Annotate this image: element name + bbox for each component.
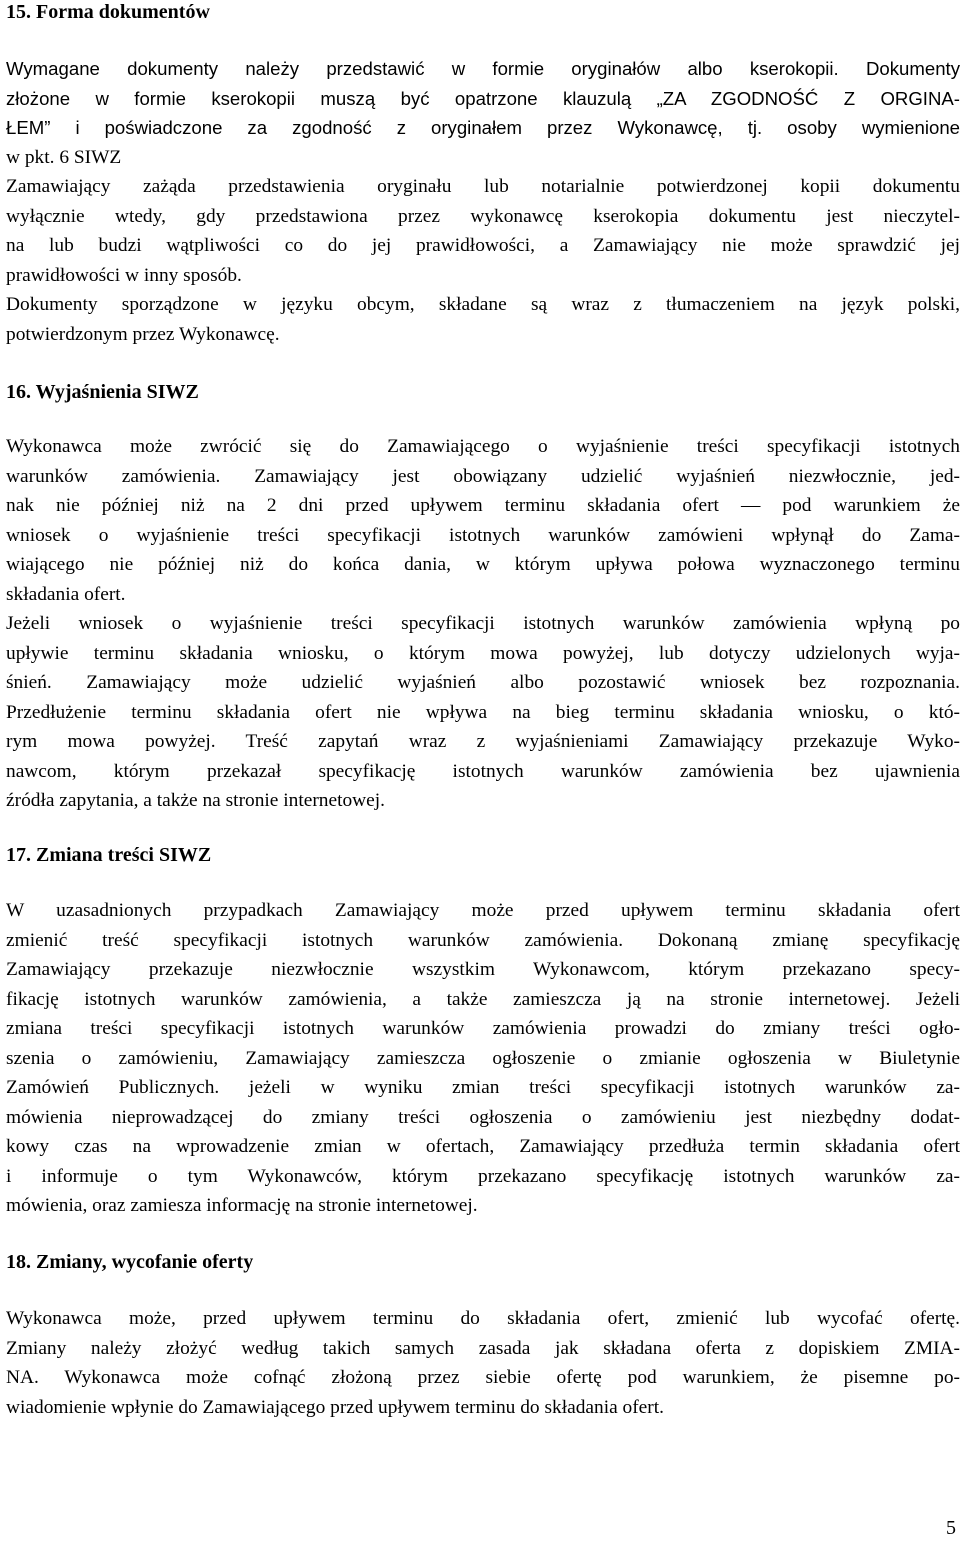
section-17-line: mówienia, oraz zamiesza informację na stronie internetowej. xyxy=(6,1195,478,1216)
section-15-line: Zamawiający zażąda przedstawienia oryginału lub notarialnie potwierdzonej kopii dokumentu xyxy=(6,176,960,197)
section-18-line: NA. Wykonawca może cofnąć złożoną przez siebie ofertę pod warunkiem, że pisemne po- xyxy=(6,1367,960,1388)
section-16-body xyxy=(6,432,960,816)
section-16-line: Wykonawca może zwrócić się do Zamawiającego o wyjaśnienie treści specyfikacji istotnych xyxy=(6,436,960,457)
section-17-line: zmiana treści specyfikacji istotnych warunków zamówienia prowadzi do zmiany treści ogło- xyxy=(6,1018,960,1039)
section-15-line: ŁEM” i poświadczone za zgodność z oryginałem przez Wykonawcę, tj. osoby wymienione xyxy=(6,117,960,138)
section-15-line: prawidłowości w inny sposób. xyxy=(6,264,242,286)
section-15-line: wyłącznie wtedy, gdy przedstawiona przez wykonawcę kserokopia dokumentu jest nieczytel- xyxy=(6,205,960,227)
section-18-line: wiadomienie wpłynie do Zamawiającego przed upływem terminu do składania ofert. xyxy=(6,1396,664,1418)
section-15-line: złożone w formie kserokopii muszą być opatrzone klauzulą „ZA ZGODNOŚĆ Z ORGINA- xyxy=(6,87,960,109)
section-17-line: fikację istotnych warunków zamówienia, a także zamieszcza ją na stronie internetowej. Jeżeli xyxy=(6,988,960,1010)
section-16-line: nak nie później niż na 2 dni przed upływem terminu składania ofert — pod warunkiem że xyxy=(6,495,960,516)
section-16-line: warunków zamówienia. Zamawiający jest obowiązany udzielić wyjaśnień niezwłocznie, jed- xyxy=(6,465,960,487)
section-18-heading: 18. Zmiany, wycofanie oferty xyxy=(6,1251,254,1273)
section-17-line: i informuje o tym Wykonawców, którym przekazano specyfikację istotnych warunków za- xyxy=(6,1165,960,1187)
section-15-line: w pkt. 6 SIWZ xyxy=(6,146,122,168)
section-16-line: śnień. Zamawiający może udzielić wyjaśnień albo pozostawić wniosek bez rozpoznania. xyxy=(6,672,960,693)
section-16-line: źródła zapytania, a także na stronie internetowej. xyxy=(6,790,386,811)
section-18-line: Wykonawca może, przed upływem terminu do składania ofert, zmienić lub wycofać ofertę. xyxy=(6,1308,960,1329)
section-15-line: Wymagane dokumenty należy przedstawić w formie oryginałów albo kserokopii. Dokumenty xyxy=(6,58,960,79)
section-16-line: upływie terminu składania wniosku, o którym mowa powyżej, lub dotyczy udzielonych wyja- xyxy=(6,642,960,664)
section-15-line: potwierdzonym przez Wykonawcę. xyxy=(6,323,280,345)
section-16-line: Jeżeli wniosek o wyjaśnienie treści specyfikacji istotnych warunków zamówienia wpłyną po xyxy=(6,613,960,634)
section-17-line: W uzasadnionych przypadkach Zamawiający może przed upływem terminu składania ofert xyxy=(6,900,960,921)
section-17-body xyxy=(6,896,960,1221)
section-16-line: Przedłużenie terminu składania ofert nie wpływa na bieg terminu składania wniosku, o któ- xyxy=(6,701,960,723)
section-16-line: wiającego nie później niż do końca dania, w którym upływa połowa wyznaczonego terminu xyxy=(6,554,960,575)
section-18-body xyxy=(6,1304,960,1422)
page-number: 5 xyxy=(946,1517,956,1539)
section-15-heading: 15. Forma dokumentów xyxy=(6,1,210,23)
section-15-body xyxy=(6,54,960,349)
section-15-line: na lub budzi wątpliwości co do jej prawidłowości, a Zamawiający nie może sprawdzić jej xyxy=(6,235,960,256)
section-16-line: wniosek o wyjaśnienie treści specyfikacji istotnych warunków zamówieni wpłynął do Zama- xyxy=(6,524,960,546)
section-17-line: kowy czas na wprowadzenie zmian w ofertach, Zamawiający przedłuża termin składania ofert xyxy=(6,1136,960,1157)
section-17-heading: 17. Zmiana treści SIWZ xyxy=(6,844,212,866)
section-16-heading: 16. Wyjaśnienia SIWZ xyxy=(6,381,199,403)
section-16-line: nawcom, którym przekazał specyfikację istotnych warunków zamówienia bez ujawnienia xyxy=(6,760,960,782)
section-17-line: zmienić treść specyfikacji istotnych warunków zamówienia. Dokonaną zmianę specyfikację xyxy=(6,929,960,951)
section-16-line: składania ofert. xyxy=(6,583,126,605)
section-16-line: rym mowa powyżej. Treść zapytań wraz z wyjaśnieniami Zamawiający przekazuje Wyko- xyxy=(6,731,960,752)
section-17-line: Zamówień Publicznych. jeżeli w wyniku zmian treści specyfikacji istotnych warunków za- xyxy=(6,1077,960,1098)
section-17-line: mówienia nieprowadzącej do zmiany treści ogłoszenia o zamówieniu jest niezbędny dodat- xyxy=(6,1106,960,1128)
section-15-line: Dokumenty sporządzone w języku obcym, składane są wraz z tłumaczeniem na język polski, xyxy=(6,294,960,315)
section-17-line: szenia o zamówieniu, Zamawiający zamieszcza ogłoszenie o zmianie ogłoszenia w Biuletynie xyxy=(6,1047,960,1069)
section-17-line: Zamawiający przekazuje niezwłocznie wszystkim Wykonawcom, którym przekazano specy- xyxy=(6,959,960,980)
section-18-line: Zmiany należy złożyć według takich samych zasada jak składana oferta z dopiskiem ZMIA- xyxy=(6,1337,960,1359)
